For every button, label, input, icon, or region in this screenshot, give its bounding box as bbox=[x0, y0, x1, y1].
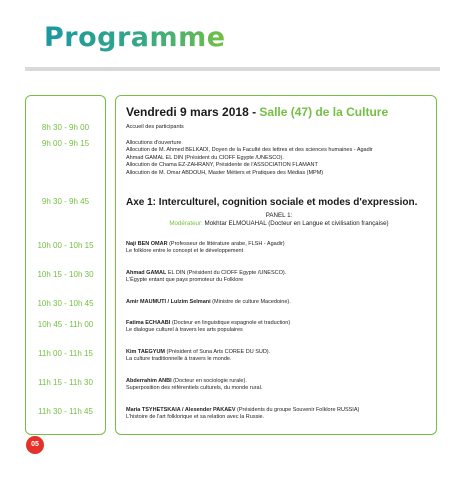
talk-item bbox=[126, 378, 432, 393]
talk-speaker: Naji BEN OMAR bbox=[126, 241, 168, 247]
talk-item bbox=[126, 299, 432, 306]
talk-info: (Ministre de culture Macedoine). bbox=[210, 299, 291, 305]
talk-topic: Superposition des référentiels culturels, du monde rural. bbox=[126, 385, 263, 392]
time-slot: 11h 00 - 11h 15 bbox=[38, 349, 93, 358]
opening-line: Allocution de M. Omar ABDOUH, Master Métiers et Pratiques des Médias (MPM) bbox=[126, 169, 324, 176]
talk-info: (Président of Suna Arts COREE DU SUD). bbox=[165, 349, 271, 355]
talk-item bbox=[126, 270, 432, 285]
time-slot: 10h 15 - 10h 30 bbox=[37, 270, 94, 279]
talk-speaker: Amir MAUMUTI / Lulzim Selmani bbox=[126, 299, 211, 305]
page-title: Programme bbox=[44, 22, 226, 53]
talk-speaker: Maria TSYHETSKAIA / Alexender PAKAEV bbox=[126, 407, 236, 413]
talk-topic: Le folklore entre le concept et le développement bbox=[126, 248, 244, 255]
time-slot: 9h 00 - 9h 15 bbox=[41, 139, 90, 148]
time-slot: 9h 30 - 9h 45 bbox=[41, 197, 90, 206]
talk-item bbox=[126, 407, 432, 422]
talk-info: (Docteur en linguistique espagnole et traduction) bbox=[170, 320, 291, 326]
time-slot: 10h 30 - 10h 45 bbox=[37, 299, 94, 308]
title-divider bbox=[25, 67, 440, 71]
time-slot: 11h 15 - 11h 30 bbox=[38, 378, 93, 387]
talk-item bbox=[126, 320, 432, 335]
time-slot: 8h 30 - 9h 00 bbox=[41, 123, 90, 132]
talk-speaker: Ahmad GAMAL bbox=[126, 270, 167, 276]
talk-info: (Présidents du groupe Souvenir Folklore RUSSIA) bbox=[235, 407, 360, 413]
time-slot: 10h 45 - 11h 00 bbox=[37, 320, 94, 329]
talk-info: (Professeur de littérature arabe, FLSH - Agadir) bbox=[167, 241, 285, 247]
opening-block bbox=[126, 140, 432, 177]
talk-speaker: Abderrahim ANBI bbox=[126, 378, 172, 384]
time-slot: 10h 00 - 10h 15 bbox=[37, 241, 94, 250]
talk-item bbox=[126, 349, 432, 364]
day-date: Vendredi 9 mars 2018 - bbox=[126, 105, 260, 119]
axe-heading: Axe 1: Interculturel, cognition sociale et modes d'expression. bbox=[126, 197, 418, 208]
time-slot: 11h 30 - 11h 45 bbox=[38, 407, 93, 416]
page-number-badge: 05 bbox=[26, 436, 44, 454]
panel-label: PANEL 1: bbox=[265, 212, 293, 219]
talk-topic: La culture traditionnelle à travers le monde. bbox=[126, 356, 232, 363]
moderator-text: Mokhtar ELMOUAHAL (Docteur en Langue et civilisation française) bbox=[202, 220, 389, 227]
opening-line: Allocution de Chama EZ-ZAHRANY, Présidente de l'ASSOCIATION FLAMANT bbox=[126, 162, 318, 169]
talk-info: (Docteur en sociologie rurale). bbox=[171, 378, 247, 384]
day-venue: Salle (47) de la Culture bbox=[259, 105, 389, 119]
talk-topic: L'Égypte entant que pays promoteur du Folklore bbox=[126, 277, 244, 284]
talk-speaker: Kim TAEGYUM bbox=[126, 349, 166, 355]
talk-item bbox=[126, 241, 432, 256]
talk-topic: Le dialogue culturel à travers les arts populaires bbox=[126, 327, 243, 334]
moderator-line bbox=[126, 220, 432, 227]
moderator-label: Modérateur: bbox=[169, 220, 203, 227]
day-heading bbox=[126, 105, 388, 119]
talk-info: EL DIN (Président du CIOFF Egypte /UNESCO). bbox=[166, 270, 287, 276]
talk-speaker: Fatima ECHAABI bbox=[126, 320, 171, 326]
accueil-text: Accueil des participants bbox=[126, 124, 184, 130]
opening-line: Allocution de M. Ahmed BELKADI, Doyen de la Faculté des lettres et des sciences humaines - Agadir bbox=[126, 147, 373, 154]
opening-line: Ahmad GAMAL EL DIN (Président du CIOFF Egypte /UNESCO). bbox=[126, 154, 284, 161]
talk-topic: L'histoire de l'art folklorique et sa relation avec la Russie. bbox=[126, 414, 265, 421]
opening-line: Allocutions d'ouverture bbox=[126, 140, 182, 146]
